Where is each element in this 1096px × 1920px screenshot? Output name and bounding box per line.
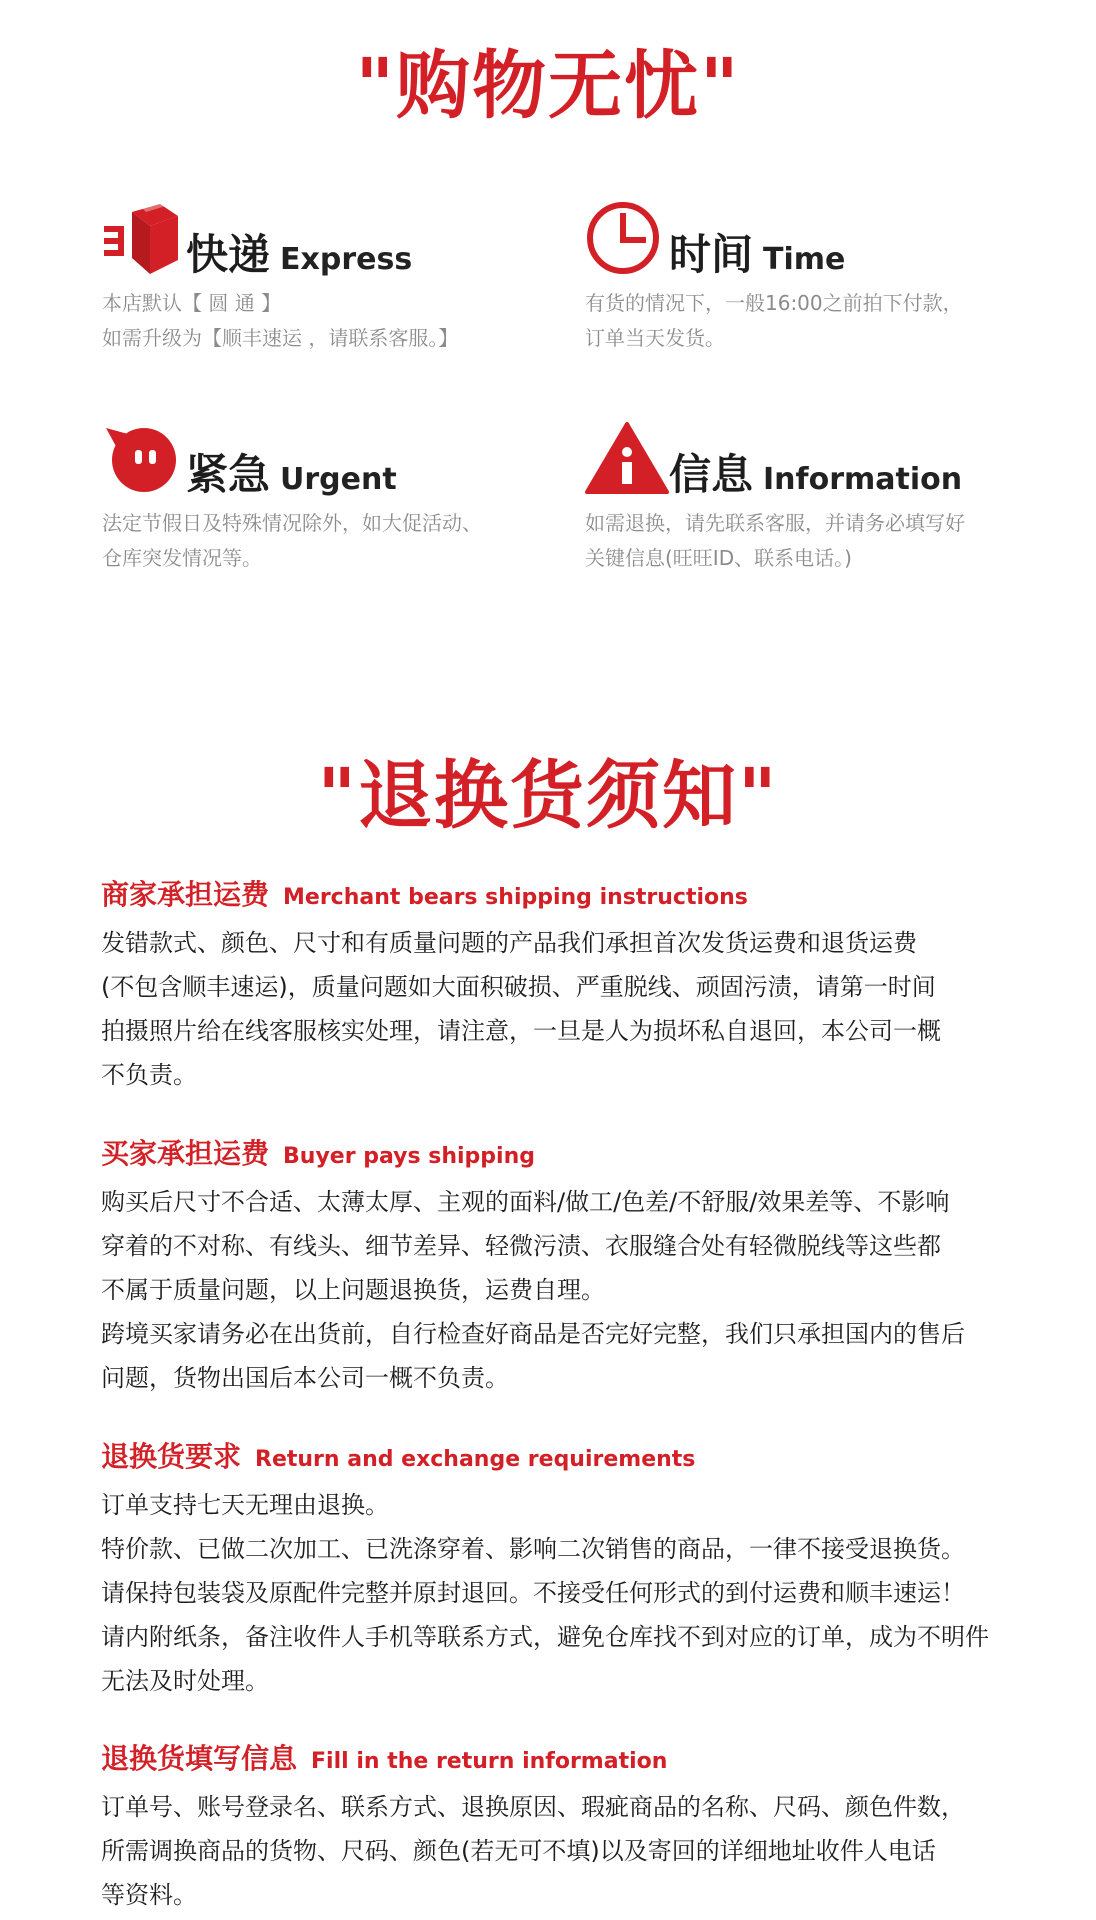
feature-express-line: 如需升级为【顺丰速运 ，请联系客服。】 [102, 326, 459, 350]
feature-express-title-en: Express [280, 242, 413, 277]
notice-line: 不负责。 [101, 1061, 197, 1089]
notice-buyer-heading [101, 1134, 1001, 1174]
notice-buyer-body [101, 1180, 1001, 1400]
notice-merchant-shipping [101, 875, 1001, 1097]
speech-bubble-icon [102, 420, 180, 498]
feature-time-heading [669, 222, 845, 282]
notice-line: 订单号、账号登录名、联系方式、退换原因、瑕疵商品的名称、尺码、颜色件数， [101, 1793, 965, 1821]
feature-information-title-zh: 信息 [669, 450, 754, 499]
feature-information-desc [585, 506, 1055, 576]
notice-line: 发错款式、颜色、尺寸和有质量问题的产品我们承担首次发货运费和退货运费 [101, 929, 917, 957]
notice-line: (不包含顺丰速运)，质量问题如大面积破损、严重脱线、顽固污渍，请第一时间 [101, 973, 936, 1001]
notice-line: 无法及时处理。 [101, 1667, 269, 1695]
notice-line: 穿着的不对称、有线头、细节差异、轻微污渍、衣服缝合处有轻微脱线等这些都 [101, 1232, 941, 1260]
feature-urgent-heading [186, 442, 397, 502]
notice-line: 特价款、已做二次加工、已洗涤穿着、影响二次销售的商品，一律不接受退换货。 [101, 1535, 965, 1563]
notice-line: 购买后尺寸不合适、太薄太厚、主观的面料/做工/色差/不舒服/效果差等、不影响 [101, 1188, 950, 1216]
feature-express-title-zh: 快递 [186, 230, 271, 279]
notice-fill-return-info [101, 1739, 1001, 1917]
feature-time-title-en: Time [763, 242, 846, 277]
notice-line: 订单支持七天无理由退换。 [101, 1491, 389, 1519]
notice-line: 不属于质量问题，以上问题退换货，运费自理。 [101, 1276, 605, 1304]
notice-line: 请保持包装袋及原配件完整并原封退回。不接受任何形式的到付运费和顺丰速运！ [101, 1579, 965, 1607]
page-title-return-notice: "退换货须知" [317, 753, 779, 839]
notice-merchant-body [101, 921, 1001, 1097]
notice-return-requirements [101, 1437, 1001, 1703]
feature-time-line: 有货的情况下，一般16:00之前拍下付款， [585, 291, 963, 315]
notice-requirements-heading [101, 1437, 1001, 1477]
feature-time-line: 订单当天发货。 [585, 326, 725, 350]
feature-urgent-title-en: Urgent [280, 462, 397, 497]
feature-urgent-line: 仓库突发情况等。 [102, 546, 262, 570]
feature-information-line: 如需退换，请先联系客服，并请务必填写好 [585, 511, 965, 535]
feature-express-line: 本店默认【 圆 通 】 [102, 291, 282, 315]
feature-information-line: 关键信息(旺旺ID、联系电话。) [585, 546, 852, 570]
feature-urgent-desc [102, 506, 572, 576]
warning-triangle-icon [585, 420, 669, 498]
feature-information-heading [669, 442, 962, 502]
notice-merchant-heading [101, 875, 1001, 915]
feature-express-heading [186, 222, 412, 282]
notice-merchant-title-en: Merchant bears shipping instructions [283, 885, 748, 910]
notice-fill-info-body [101, 1785, 1001, 1917]
notice-line: 跨境买家请务必在出货前，自行检查好商品是否完好完整，我们只承担国内的售后 [101, 1320, 965, 1348]
notice-buyer-title-en: Buyer pays shipping [283, 1144, 535, 1169]
package-box-icon [102, 200, 180, 278]
notice-line: 等资料。 [101, 1881, 197, 1909]
notice-fill-info-title-en: Fill in the return information [311, 1749, 668, 1774]
notice-line: 所需调换商品的货物、尺码、颜色(若无可不填)以及寄回的详细地址收件人电话 [101, 1837, 936, 1865]
notice-buyer-shipping [101, 1134, 1001, 1400]
notice-line: 拍摄照片给在线客服核实处理，请注意，一旦是人为损坏私自退回，本公司一概 [101, 1017, 941, 1045]
clock-icon [585, 200, 663, 278]
feature-urgent-title-zh: 紧急 [186, 450, 271, 499]
notice-requirements-title-en: Return and exchange requirements [255, 1447, 696, 1472]
notice-merchant-title-zh: 商家承担运费 [101, 878, 270, 911]
page-title-worry-free: "购物无忧" [355, 43, 741, 129]
notice-line: 请内附纸条，备注收件人手机等联系方式，避免仓库找不到对应的订单，成为不明件 [101, 1623, 989, 1651]
notice-requirements-body [101, 1483, 1001, 1703]
feature-time-desc [585, 286, 1055, 356]
notice-buyer-title-zh: 买家承担运费 [101, 1137, 270, 1170]
notice-fill-info-title-zh: 退换货填写信息 [101, 1742, 298, 1775]
notice-line: 问题，货物出国后本公司一概不负责。 [101, 1364, 509, 1392]
notice-requirements-title-zh: 退换货要求 [101, 1440, 242, 1473]
feature-express-desc [102, 286, 572, 356]
feature-information-title-en: Information [763, 462, 963, 497]
notice-fill-info-heading [101, 1739, 1001, 1779]
feature-time-title-zh: 时间 [669, 230, 754, 279]
feature-urgent-line: 法定节假日及特殊情况除外，如大促活动、 [102, 511, 482, 535]
